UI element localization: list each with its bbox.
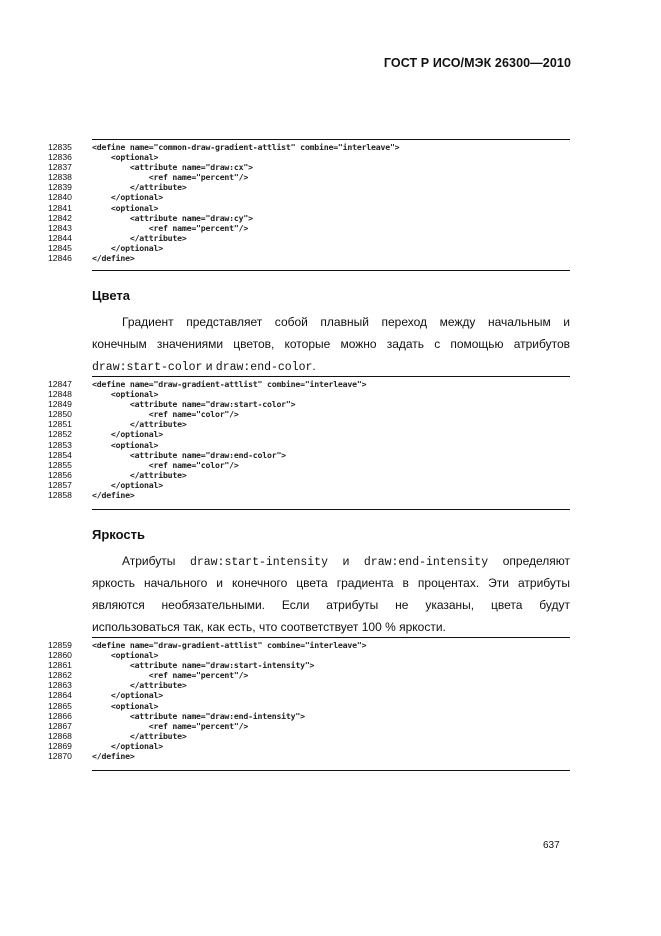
code-text: <attribute name="draw:cx"> (92, 162, 253, 173)
line-number: 12869 (48, 740, 72, 751)
code-line (48, 650, 570, 660)
code-text: </optional> (92, 242, 163, 253)
line-number: 12860 (48, 650, 72, 661)
line-number: 12851 (48, 419, 72, 430)
line-number: 12844 (48, 232, 72, 243)
code-term: draw:end-color (215, 361, 313, 374)
rule-top (92, 139, 570, 140)
line-number: 12853 (48, 439, 72, 450)
line-number: 12855 (48, 459, 72, 470)
line-number: 12842 (48, 212, 72, 223)
line-number: 12870 (48, 751, 72, 762)
code-line (48, 399, 570, 409)
word: определяют (488, 554, 570, 568)
code-line (48, 152, 570, 162)
conjunction: и (327, 554, 364, 568)
code-text: <attribute name="draw:end-color"> (92, 449, 286, 460)
rule-bottom (92, 770, 570, 771)
code-line (48, 379, 570, 389)
paragraph-line: яркость начального и конечного цвета градиента в процентах. Эти атрибуты (92, 576, 570, 590)
code-line (48, 711, 570, 721)
code-line (48, 721, 570, 731)
code-line (48, 172, 570, 182)
code-text: <optional> (92, 389, 159, 400)
code-text: <ref name="percent"/> (92, 222, 249, 233)
line-number: 12847 (48, 379, 72, 389)
line-number: 12864 (48, 690, 72, 701)
code-line (48, 670, 570, 680)
code-text: </optional> (92, 429, 163, 440)
code-text: <optional> (92, 152, 159, 163)
rule-bottom (92, 270, 570, 271)
line-number: 12865 (48, 700, 72, 711)
section-heading-brightness: Яркость (92, 527, 145, 542)
paragraph-brightness (92, 550, 570, 638)
code-line (48, 480, 570, 490)
code-text: </attribute> (92, 232, 187, 243)
code-text: </optional> (92, 740, 163, 751)
code-text: <ref name="percent"/> (92, 172, 249, 183)
paragraph-line: конечным значениями цветов, которые можно задать с помощью атрибутов (92, 337, 570, 351)
code-text: </attribute> (92, 182, 187, 193)
code-text: <optional> (92, 650, 159, 661)
code-term: draw:start-intensity (189, 556, 328, 569)
code-line (48, 142, 570, 152)
line-number: 12857 (48, 479, 72, 490)
line-number: 12863 (48, 680, 72, 691)
code-lines (48, 637, 570, 761)
code-text: <ref name="color"/> (92, 459, 239, 470)
code-block-1 (48, 139, 570, 271)
code-text: <optional> (92, 700, 159, 711)
line-number: 12867 (48, 720, 72, 731)
code-line (48, 419, 570, 429)
code-line (48, 162, 570, 172)
code-text: </attribute> (92, 680, 187, 691)
code-text: <attribute name="draw:cy"> (92, 212, 253, 223)
code-text: <ref name="percent"/> (92, 720, 249, 731)
line-number: 12862 (48, 670, 72, 681)
rule-bottom (92, 509, 570, 510)
code-line (48, 253, 570, 263)
code-line (48, 243, 570, 253)
line-number: 12861 (48, 660, 72, 671)
line-number: 12852 (48, 429, 72, 440)
code-line (48, 660, 570, 670)
line-number: 12858 (48, 490, 72, 501)
line-number: 12843 (48, 222, 72, 233)
code-lines (48, 139, 570, 263)
code-line (48, 182, 570, 192)
code-text: <ref name="percent"/> (92, 670, 249, 681)
line-number: 12866 (48, 710, 72, 721)
code-text: </optional> (92, 192, 163, 203)
line-number: 12840 (48, 192, 72, 203)
code-text: <attribute name="draw:end-intensity"> (92, 710, 305, 721)
code-line (48, 233, 570, 243)
section-heading-colors: Цвета (92, 288, 130, 303)
code-line (48, 490, 570, 500)
line-number: 12841 (48, 202, 72, 213)
code-line (48, 470, 570, 480)
code-text: </define> (92, 751, 135, 762)
paragraph-line: Градиент представляет собой плавный переход между начальным и (122, 315, 570, 329)
code-text: <define name="common-draw-gradient-attlist" combine="interleave"> (92, 142, 400, 152)
paragraph-colors (92, 311, 570, 377)
line-number: 12837 (48, 162, 72, 173)
line-number: 12835 (48, 142, 72, 152)
code-line (48, 680, 570, 690)
paragraph-line: использоваться так, как есть, что соответствует 100 % яркости. (92, 620, 446, 634)
line-number: 12848 (48, 389, 72, 400)
code-lines (48, 376, 570, 500)
page-number: 637 (543, 840, 560, 851)
code-line (48, 450, 570, 460)
line-number: 12856 (48, 469, 72, 480)
paragraph-line: являются необязательными. Если атрибуты не указаны, цвета будут (92, 598, 570, 612)
code-text: </attribute> (92, 419, 187, 430)
code-line (48, 203, 570, 213)
code-line (48, 223, 570, 233)
code-text: </define> (92, 490, 135, 501)
conjunction: и (202, 359, 216, 373)
code-line (48, 741, 570, 751)
code-text: </attribute> (92, 469, 187, 480)
line-number: 12868 (48, 730, 72, 741)
rule-top (92, 637, 570, 638)
code-term: draw:start-color (92, 361, 203, 374)
rule-top (92, 376, 570, 377)
line-number: 12849 (48, 399, 72, 410)
line-number: 12859 (48, 640, 72, 650)
code-text: <attribute name="draw:start-intensity"> (92, 660, 315, 671)
code-text: </attribute> (92, 730, 187, 741)
code-text: <ref name="color"/> (92, 409, 239, 420)
line-number: 12846 (48, 253, 72, 264)
period: . (312, 359, 316, 373)
code-line (48, 429, 570, 439)
line-number: 12845 (48, 242, 72, 253)
code-text: <optional> (92, 202, 159, 213)
code-line (48, 690, 570, 700)
code-line (48, 460, 570, 470)
code-line (48, 409, 570, 419)
code-block-3 (48, 637, 570, 771)
code-line (48, 213, 570, 223)
code-block-2 (48, 376, 570, 510)
paragraph-line (92, 355, 570, 377)
line-number: 12838 (48, 172, 72, 183)
code-term: draw:end-intensity (363, 556, 489, 569)
code-text: <attribute name="draw:start-color"> (92, 399, 296, 410)
code-text: <define name="draw-gradient-attlist" combine="interleave"> (92, 379, 367, 389)
word: Атрибуты (122, 554, 190, 568)
paragraph-line (92, 550, 570, 572)
line-number: 12854 (48, 449, 72, 460)
code-line (48, 192, 570, 202)
code-line (48, 731, 570, 741)
line-number: 12839 (48, 182, 72, 193)
code-line (48, 701, 570, 711)
code-line (48, 640, 570, 650)
code-text: <optional> (92, 439, 159, 450)
code-line (48, 440, 570, 450)
code-line (48, 389, 570, 399)
line-number: 12850 (48, 409, 72, 420)
code-text: <define name="draw-gradient-attlist" combine="interleave"> (92, 640, 367, 650)
code-text: </optional> (92, 690, 163, 701)
document-header: ГОСТ Р ИСО/МЭК 26300—2010 (383, 56, 571, 70)
line-number: 12836 (48, 152, 72, 163)
code-text: </define> (92, 253, 135, 264)
code-text: </optional> (92, 479, 163, 490)
code-line (48, 751, 570, 761)
